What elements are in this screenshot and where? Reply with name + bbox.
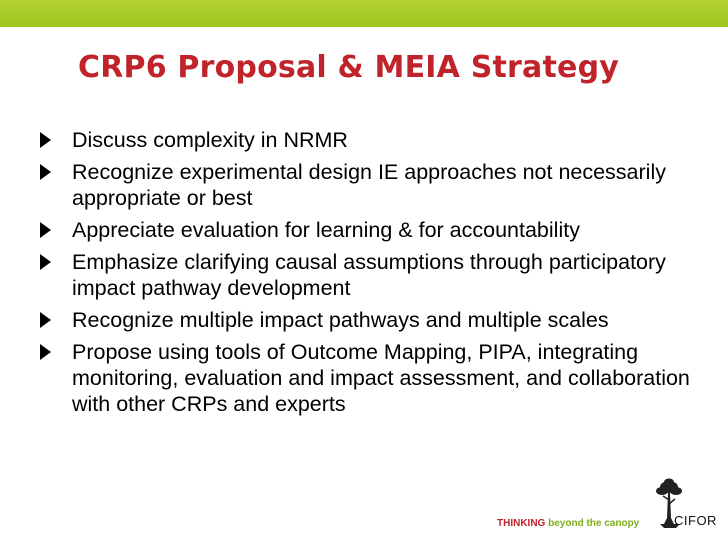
- bullet-list: [40, 127, 700, 423]
- tagline-bold: THINKING: [497, 518, 546, 529]
- tagline-rest: beyond the canopy: [545, 518, 640, 529]
- bullet-arrow-icon: [40, 164, 51, 180]
- bullet-arrow-icon: [40, 344, 51, 360]
- bullet-arrow-icon: [40, 254, 51, 270]
- bullet-arrow-icon: [40, 222, 51, 238]
- cifor-logo-text: CIFOR: [674, 513, 717, 528]
- bullet-item: [40, 307, 700, 333]
- bullet-item: [40, 217, 700, 243]
- bullet-text: Emphasize clarifying causal assumptions through participatory impact pathway development: [72, 250, 666, 300]
- bullet-arrow-icon: [40, 312, 51, 328]
- footer-tagline: [497, 518, 639, 529]
- top-green-band: [0, 0, 728, 27]
- slide-title: CRP6 Proposal & MEIA Strategy: [78, 50, 620, 85]
- bullet-item: [40, 127, 700, 153]
- bullet-item: [40, 339, 700, 417]
- bullet-item: [40, 249, 700, 301]
- bullet-arrow-icon: [40, 132, 51, 148]
- bullet-text: Appreciate evaluation for learning & for accountability: [72, 218, 580, 242]
- bullet-text: Recognize experimental design IE approaches not necessarily appropriate or best: [72, 160, 666, 210]
- bullet-item: [40, 159, 700, 211]
- bullet-text: Discuss complexity in NRMR: [72, 128, 348, 152]
- bullet-text: Recognize multiple impact pathways and multiple scales: [72, 308, 609, 332]
- bullet-text: Propose using tools of Outcome Mapping, PIPA, integrating monitoring, evaluation and impact assessment, and collaboration with other CRPs and experts: [72, 340, 690, 416]
